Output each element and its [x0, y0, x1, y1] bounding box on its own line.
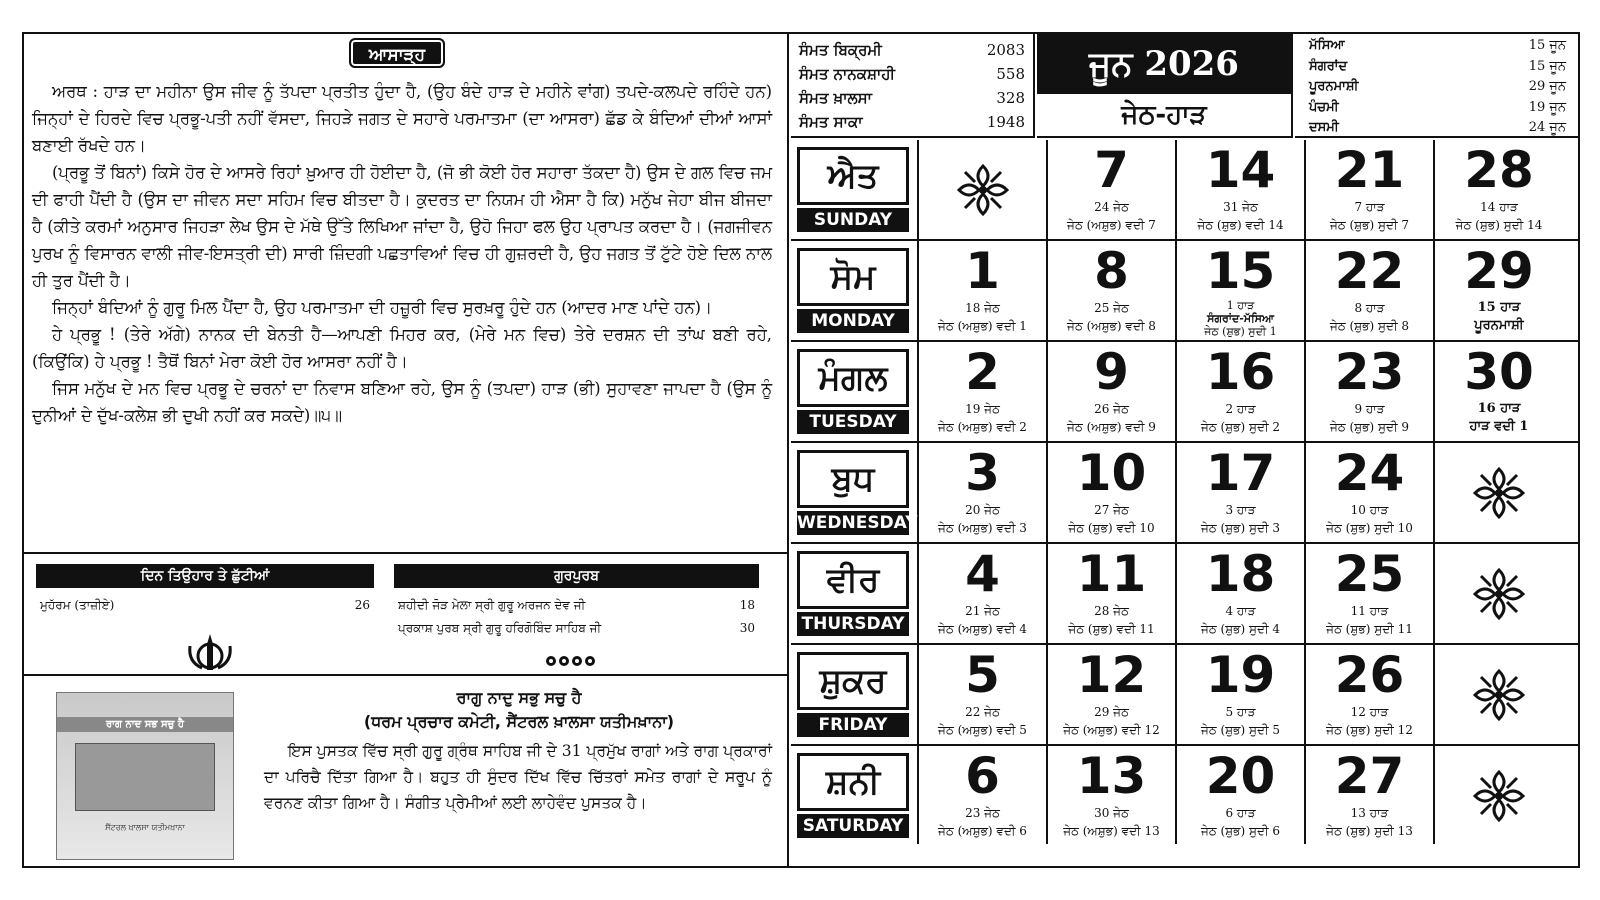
nanakshahi-date: 5 ਹਾੜ	[1225, 705, 1256, 719]
day-number: 17	[1205, 444, 1276, 502]
samat-value: 2083	[986, 41, 1025, 59]
nanakshahi-date: 29 ਜੇਠ	[1094, 705, 1129, 719]
tithi-row	[1309, 98, 1566, 119]
day-number: 7	[1094, 141, 1129, 199]
day-number: 4	[965, 545, 1000, 603]
day-number: 10	[1076, 444, 1147, 502]
weekday-english: SATURDAY	[797, 814, 909, 838]
day-cell	[919, 544, 1048, 643]
nanakshahi-date: 25 ਜੇਠ	[1094, 301, 1129, 315]
empty-day-cell	[1435, 544, 1563, 643]
weekday-punjabi: ਸ਼ਨੀ	[797, 753, 909, 811]
holidays-heading: ਦਿਨ ਤਿਉਹਾਰ ਤੇ ਛੁੱਟੀਆਂ	[36, 564, 374, 588]
month-title: ਜੂਨ 2026	[1037, 34, 1291, 94]
week-row	[791, 241, 1578, 342]
samat-label: ਸੰਮਤ ਬਿਕ੍ਰਮੀ	[799, 41, 882, 59]
day-cell	[1048, 241, 1177, 340]
day-cell	[1177, 241, 1306, 340]
lunar-date: ਜੇਠ (ਅਸ਼ੁਭ) ਵਦੀ 13	[1063, 824, 1160, 838]
hukam-paragraph: ਹੇ ਪ੍ਰਭੂ ! (ਤੇਰੇ ਅੱਗੇ) ਨਾਨਕ ਦੀ ਬੇਨਤੀ ਹੈ—ਆਪਣੀ ਮਿਹਰ ਕਰ, (ਮੇਰੇ ਮਨ ਵਿਚ) ਤੇਰੇ ਦਰਸ਼ਨ ਦੀ ਤਾਂਘ ਬਣੀ ਰਹੇ, (ਕਿਉਂਕਿ) ਹੇ ਪ੍ਰਭੂ ! ਤੈਥੋਂ ਬਿਨਾਂ ਮੇਰਾ ਕੋਈ ਹੋਰ ਆਸਰਾ ਨਹੀਂ ਹੈ।	[32, 325, 772, 371]
day-cell	[919, 645, 1048, 744]
day-number: 15	[1205, 242, 1276, 300]
weekday-punjabi: ਸੋਮ	[797, 248, 909, 306]
day-number: 12	[1076, 646, 1147, 704]
samat-value: 1948	[986, 113, 1025, 131]
tithi-value: 29 ਜੂਨ	[1528, 79, 1566, 94]
left-column	[24, 34, 789, 866]
weekday-punjabi: ਮੰਗਲ	[797, 349, 909, 407]
nanakshahi-date: 23 ਜੇਠ	[965, 806, 1000, 820]
flower-ornament-icon	[953, 160, 1013, 224]
gurpurab-day: 18	[739, 598, 755, 612]
day-cell	[1177, 443, 1306, 542]
nanakshahi-date: 31 ਜੇਠ	[1223, 200, 1258, 214]
holidays-box	[36, 564, 374, 613]
day-cell	[1177, 140, 1306, 239]
lunar-date: ਜੇਠ (ਸ਼ੁਭ) ਸੁਦੀ 7	[1329, 218, 1410, 232]
hukam-paragraph: ਜਿਸ ਮਨੁੱਖ ਦੇ ਮਨ ਵਿਚ ਪ੍ਰਭੂ ਦੇ ਚਰਨਾਂ ਦਾ ਨਿਵਾਸ ਬਣਿਆ ਰਹੇ, ਉਸ ਨੂੰ (ਤਪਦਾ) ਹਾੜ (ਭੀ) ਸੁਹਾਵਣਾ ਜਾਪਦਾ ਹੈ (ਉਸ ਨੂੰ ਦੁਨੀਆਂ ਦੇ ਦੁੱਖ-ਕਲੇਸ਼ ਭੀ ਦੁਖੀ ਨਹੀਂ ਕਰ ਸਕਦੇ)॥੫॥	[32, 379, 772, 425]
festivals-section	[24, 556, 787, 676]
gurpurab-name: ਸ਼ਹੀਦੀ ਜੋੜ ਮੇਲਾ ਸ੍ਰੀ ਗੁਰੂ ਅਰਜਨ ਦੇਵ ਜੀ	[398, 598, 586, 612]
day-number: 23	[1334, 343, 1405, 401]
day-number: 14	[1205, 141, 1276, 199]
tithi-value: 15 ਜੂਨ	[1528, 38, 1566, 53]
weekday-header	[791, 645, 919, 744]
weekday-english: TUESDAY	[797, 410, 909, 434]
hukam-paragraph: (ਪ੍ਰਭੂ ਤੋਂ ਬਿਨਾਂ) ਕਿਸੇ ਹੋਰ ਦੇ ਆਸਰੇ ਰਿਹਾਂ ਖ਼ੁਆਰ ਹੀ ਹੋਈਦਾ ਹੈ, (ਜੋ ਭੀ ਕੋਈ ਹੋਰ ਸਹਾਰਾ ਤੱਕਦਾ ਹੈ) ਉਸ ਦੇ ਗਲ ਵਿਚ ਜਮ ਦੀ ਫਾਹੀ ਪੈਂਦੀ ਹੈ (ਉਸ ਦਾ ਜੀਵਨ ਸਦਾ ਸਹਿਮ ਵਿਚ ਬੀਤਦਾ ਹੈ। ਕੁਦਰਤ ਦਾ ਨਿਯਮ ਹੀ ਐਸਾ ਹੈ ਕਿ) ਮਨੁੱਖ ਜੇਹਾ ਬੀਜ ਬੀਜਦਾ ਹੈ (ਕੀਤੇ ਕਰਮਾਂ ਅਨੁਸਾਰ ਜਿਹੜਾ ਲੇਖ ਉਸ ਦੇ ਮੱਥੇ ਉੱਤੇ ਲਿਖਿਆ ਜਾਂਦਾ ਹੈ, ਉਹੋ ਜਿਹਾ ਫਲ ਉਹ ਪ੍ਰਾਪਤ ਕਰਦਾ ਹੈ। (ਜਗਜੀਵਨ ਪੁਰਖ ਨੂੰ ਵਿਸਾਰਨ ਵਾਲੀ ਜੀਵ-ਇਸਤ੍ਰੀ ਦੀ) ਸਾਰੀ ਜ਼ਿੰਦਗੀ ਪਛਤਾਵਿਆਂ ਵਿਚ ਹੀ ਗੁਜ਼ਰਦੀ ਹੈ, ਉਹ ਜਗਤ ਤੋਂ ਟੁੱਟੇ ਹੋਏ ਦਿਲ ਨਾਲ ਹੀ ਤੁਰ ਪੈਂਦੀ ਹੈ।	[32, 163, 772, 290]
nanakshahi-date: 18 ਜੇਠ	[965, 301, 1000, 315]
samat-value: 328	[996, 89, 1025, 107]
day-number: 27	[1334, 747, 1405, 805]
day-number: 8	[1094, 242, 1129, 300]
book-cover-footer: ਸੈਂਟਰਲ ਖ਼ਾਲਸਾ ਯਤੀਮਖ਼ਾਨਾ	[105, 823, 185, 832]
day-cell	[1306, 544, 1435, 643]
day-number: 16	[1205, 343, 1276, 401]
day-number: 28	[1464, 141, 1534, 199]
holiday-item	[36, 598, 374, 613]
day-number: 19	[1205, 646, 1276, 704]
empty-day-cell	[1435, 746, 1563, 844]
samat-value: 558	[996, 65, 1025, 83]
weekday-english: MONDAY	[797, 309, 909, 333]
holiday-name: ਮੁਹੱਰਮ (ਤਾਜ਼ੀਏ)	[40, 598, 115, 612]
month-subtitle: ਜੇਠ-ਹਾੜ	[1121, 100, 1207, 130]
week-row	[791, 645, 1578, 746]
lunar-date: ਜੇਠ (ਸ਼ੁਭ) ਸੁਦੀ 3	[1200, 521, 1281, 535]
week-row	[791, 140, 1578, 241]
lunar-date: ਜੇਠ (ਸ਼ੁਭ) ਸੁਦੀ 2	[1200, 420, 1281, 434]
empty-day-cell	[919, 140, 1048, 239]
tithi-label: ਮੱਸਿਆ	[1309, 38, 1345, 53]
nanakshahi-date: 4 ਹਾੜ	[1225, 604, 1256, 618]
day-number: 29	[1464, 242, 1534, 300]
khanda-icon	[184, 632, 236, 672]
flower-ornament-icon	[544, 654, 604, 668]
lunar-date: ਜੇਠ (ਸ਼ੁਭ) ਸੁਦੀ 4	[1200, 622, 1281, 636]
weekday-header	[791, 342, 919, 441]
lunar-date: ਜੇਠ (ਅਸ਼ੁਭ) ਵਦੀ 12	[1063, 723, 1160, 737]
day-cell	[1306, 241, 1435, 340]
lunar-date: ਜੇਠ (ਸ਼ੁਭ) ਸੁਦੀ 1	[1204, 325, 1277, 338]
weekday-english: WEDNESDAY	[797, 513, 918, 533]
tithi-label: ਸੰਗਰਾਂਦ	[1309, 58, 1348, 74]
day-cell	[1306, 443, 1435, 542]
nanakshahi-date: 15 ਹਾੜ	[1477, 300, 1521, 315]
day-cell	[1048, 544, 1177, 643]
nanakshahi-date: 19 ਜੇਠ	[965, 402, 1000, 416]
lunar-date: ਪੂਰਨਮਾਸ਼ੀ	[1474, 318, 1524, 333]
tithi-label: ਪੂਰਨਮਾਸ਼ੀ	[1309, 79, 1359, 94]
gurpurab-item	[394, 621, 759, 636]
nanakshahi-date: 13 ਹਾੜ	[1350, 806, 1389, 820]
nanakshahi-date: 1 ਹਾੜ	[1226, 299, 1255, 312]
tithi-row	[1309, 36, 1566, 57]
lunar-date: ਜੇਠ (ਅਸ਼ੁਭ) ਵਦੀ 4	[938, 622, 1027, 636]
tithi-row	[1309, 118, 1566, 139]
day-number: 30	[1464, 343, 1534, 401]
week-row	[791, 746, 1578, 844]
lunar-date: ਜੇਠ (ਅਸ਼ੁਭ) ਵਦੀ 6	[938, 824, 1027, 838]
lunar-date: ਜੇਠ (ਅਸ਼ੁਭ) ਵਦੀ 1	[938, 319, 1027, 333]
day-cell	[1048, 645, 1177, 744]
calendar-grid	[791, 140, 1578, 844]
day-cell	[1306, 140, 1435, 239]
day-cell	[1306, 645, 1435, 744]
day-number: 9	[1094, 343, 1129, 401]
week-row	[791, 342, 1578, 443]
day-number: 1	[965, 242, 1000, 300]
samat-row	[799, 110, 1025, 134]
day-number: 22	[1334, 242, 1405, 300]
empty-day-cell	[1435, 645, 1563, 744]
week-row	[791, 443, 1578, 544]
nanakshahi-date: 7 ਹਾੜ	[1354, 200, 1385, 214]
weekday-english: FRIDAY	[797, 713, 909, 737]
nanakshahi-date: 10 ਹਾੜ	[1350, 503, 1389, 517]
gurpurab-day: 30	[739, 621, 755, 635]
samat-row	[799, 38, 1025, 62]
day-number: 13	[1076, 747, 1147, 805]
tithi-label: ਦਸਮੀ	[1309, 120, 1339, 135]
day-number: 6	[965, 747, 1000, 805]
weekday-header	[791, 746, 919, 844]
nanakshahi-date: 22 ਜੇਠ	[965, 705, 1000, 719]
gurpurab-box	[394, 564, 759, 636]
month-tag: ਆਸਾੜ੍ਹ	[349, 38, 445, 68]
nanakshahi-date: 9 ਹਾੜ	[1354, 402, 1385, 416]
weekday-header	[791, 443, 919, 542]
book-promo-section	[24, 678, 787, 866]
nanakshahi-date: 30 ਜੇਠ	[1094, 806, 1129, 820]
lunar-date: ਜੇਠ (ਸ਼ੁਭ) ਸੁਦੀ 8	[1329, 319, 1410, 333]
weekday-punjabi: ਸ਼ੁਕਰ	[797, 652, 909, 710]
day-cell	[919, 443, 1048, 542]
day-number: 3	[965, 444, 1000, 502]
nanakshahi-date: 26 ਜੇਠ	[1094, 402, 1129, 416]
day-cell	[1435, 342, 1563, 441]
samat-row	[799, 62, 1025, 86]
day-number: 24	[1334, 444, 1405, 502]
day-number: 20	[1205, 747, 1276, 805]
nanakshahi-date: 14 ਹਾੜ	[1480, 200, 1518, 214]
lunar-date: ਜੇਠ (ਸ਼ੁਭ) ਸੁਦੀ 12	[1326, 723, 1413, 737]
hukamnama-text	[32, 78, 772, 429]
day-cell	[919, 746, 1048, 844]
nanakshahi-date: 6 ਹਾੜ	[1225, 806, 1256, 820]
tithi-value: 19 ਜੂਨ	[1528, 99, 1566, 115]
book-cover-illustration	[75, 743, 215, 811]
lunar-date: ਜੇਠ (ਅਸ਼ੁਭ) ਵਦੀ 3	[938, 521, 1027, 535]
weekday-punjabi: ਵੀਰ	[797, 551, 909, 609]
day-number: 2	[965, 343, 1000, 401]
lunar-date: ਜੇਠ (ਸ਼ੁਭ) ਸੁਦੀ 14	[1455, 218, 1543, 232]
day-cell	[919, 342, 1048, 441]
book-publisher: (ਧਰਮ ਪ੍ਰਚਾਰ ਕਮੇਟੀ, ਸੈਂਟਰਲ ਖ਼ਾਲਸਾ ਯਤੀਮਖ਼ਾਨਾ)	[363, 712, 675, 731]
gurpurab-name: ਪ੍ਰਕਾਸ਼ ਪੁਰਬ ਸ੍ਰੀ ਗੁਰੂ ਹਰਿਗੋਬਿੰਦ ਸਾਹਿਬ ਜੀ	[398, 621, 602, 635]
empty-day-cell	[1435, 443, 1563, 542]
tithi-label: ਪੰਚਮੀ	[1309, 99, 1339, 115]
weekday-header	[791, 241, 919, 340]
book-name: ਰਾਗੁ ਨਾਦੁ ਸਭੁ ਸਚੁ ਹੈ	[456, 688, 582, 707]
nanakshahi-date: 28 ਜੇਠ	[1094, 604, 1129, 618]
calendar-page	[22, 32, 1580, 868]
nanakshahi-date: 24 ਜੇਠ	[1094, 200, 1129, 214]
lunar-date: ਜੇਠ (ਸ਼ੁਭ) ਸੁਦੀ 11	[1326, 622, 1413, 636]
lunar-date: ਜੇਠ (ਅਸ਼ੁਭ) ਵਦੀ 8	[1067, 319, 1156, 333]
nanakshahi-date: 27 ਜੇਠ	[1094, 503, 1129, 517]
lunar-date: ਜੇਠ (ਸ਼ੁਭ) ਸੁਦੀ 5	[1200, 723, 1281, 737]
samat-box	[791, 34, 1035, 138]
hukamnama-section	[24, 34, 787, 554]
tithi-box	[1295, 34, 1578, 138]
lunar-date: ਜੇਠ (ਸ਼ੁਭ) ਸੁਦੀ 13	[1326, 824, 1413, 838]
calendar-column	[791, 34, 1578, 866]
hukam-paragraph: ਅਰਥ : ਹਾੜ ਦਾ ਮਹੀਨਾ ਉਸ ਜੀਵ ਨੂੰ ਤੱਪਦਾ ਪ੍ਰਤੀਤ ਹੁੰਦਾ ਹੈ, (ਉਹ ਬੰਦੇ ਹਾੜ ਦੇ ਮਹੀਨੇ ਵਾਂਗ) ਤਪਦੇ-ਕਲਪਦੇ ਰਹਿੰਦੇ ਹਨ) ਜਿਨ੍ਹਾਂ ਦੇ ਹਿਰਦੇ ਵਿਚ ਪ੍ਰਭੂ-ਪਤੀ ਨਹੀਂ ਵੱਸਦਾ, ਜਿਹੜੇ ਜਗਤ ਦੇ ਸਹਾਰੇ ਪਰਮਾਤਮਾ (ਦਾ ਆਸਰਾ) ਛੱਡ ਕੇ ਬੰਦਿਆਂ ਦੀਆਂ ਆਸਾਂ ਬਣਾਈ ਰੱਖਦੇ ਹਨ।	[32, 82, 772, 155]
weekday-english: THURSDAY	[797, 612, 909, 636]
samat-row	[799, 86, 1025, 110]
gurpurab-item	[394, 598, 759, 613]
day-cell	[1048, 443, 1177, 542]
day-number: 21	[1334, 141, 1405, 199]
day-number: 18	[1205, 545, 1276, 603]
lunar-date: ਜੇਠ (ਸ਼ੁਭ) ਸੁਦੀ 9	[1329, 420, 1410, 434]
weekday-punjabi: ਐਤ	[797, 147, 909, 205]
tithi-value: 24 ਜੂਨ	[1528, 120, 1566, 135]
day-cell	[919, 241, 1048, 340]
lunar-date: ਜੇਠ (ਸ਼ੁਭ) ਵਦੀ 14	[1197, 218, 1284, 232]
lunar-date: ਜੇਠ (ਸ਼ੁਭ) ਸੁਦੀ 10	[1326, 521, 1413, 535]
gurpurab-heading: ਗੁਰਪੁਰਬ	[394, 564, 759, 588]
lunar-date: ਹਾੜ ਵਦੀ 1	[1469, 419, 1529, 434]
weekday-english: SUNDAY	[797, 208, 909, 232]
book-description: ਇਸ ਪੁਸਤਕ ਵਿੱਚ ਸ੍ਰੀ ਗੁਰੂ ਗ੍ਰੰਥ ਸਾਹਿਬ ਜੀ ਦੇ 31 ਪ੍ਰਮੁੱਖ ਰਾਗਾਂ ਅਤੇ ਰਾਗ ਪ੍ਰਕਾਰਾਂ ਦਾ ਪਰਿਚੈ ਦਿੱਤਾ ਗਿਆ ਹੈ। ਬਹੁਤ ਹੀ ਸੁੰਦਰ ਦਿੱਖ ਵਿੱਚ ਚਿੱਤਰਾਂ ਸਮੇਤ ਰਾਗਾਂ ਦੇ ਸਰੂਪ ਨੂੰ ਵਰਨਣ ਕੀਤਾ ਗਿਆ ਹੈ। ਸੰਗੀਤ ਪ੍ਰੇਮੀਆਂ ਲਈ ਲਾਹੇਵੰਦ ਪੁਸਤਕ ਹੈ।	[264, 742, 772, 812]
holiday-day: 26	[354, 598, 370, 612]
lunar-date: ਜੇਠ (ਅਸ਼ੁਭ) ਵਦੀ 5	[938, 723, 1027, 737]
day-cell	[1435, 140, 1563, 239]
flower-ornament-icon	[1469, 564, 1529, 628]
day-event: ਸੰਗਰਾਂਦ-ਮੱਸਿਆ	[1207, 312, 1274, 325]
day-cell	[1048, 140, 1177, 239]
day-cell	[1048, 342, 1177, 441]
weekday-header	[791, 140, 919, 239]
day-number: 5	[965, 646, 1000, 704]
samat-label: ਸੰਮਤ ਸਾਕਾ	[799, 113, 863, 131]
day-cell	[1435, 241, 1563, 340]
samat-label: ਸੰਮਤ ਖ਼ਾਲਸਾ	[799, 89, 872, 107]
day-cell	[1048, 746, 1177, 844]
nanakshahi-date: 3 ਹਾੜ	[1225, 503, 1256, 517]
nanakshahi-date: 11 ਹਾੜ	[1350, 604, 1389, 618]
flower-ornament-icon	[1469, 766, 1529, 830]
lunar-date: ਜੇਠ (ਅਸ਼ੁਭ) ਵਦੀ 2	[938, 420, 1027, 434]
week-row	[791, 544, 1578, 645]
day-cell	[1177, 342, 1306, 441]
day-number: 25	[1334, 545, 1405, 603]
day-number: 26	[1334, 646, 1405, 704]
nanakshahi-date: 8 ਹਾੜ	[1354, 301, 1385, 315]
nanakshahi-date: 21 ਜੇਠ	[965, 604, 1000, 618]
month-title-box	[1037, 34, 1293, 138]
weekday-punjabi: ਬੁਧ	[797, 450, 909, 508]
tithi-row	[1309, 77, 1566, 98]
tithi-row	[1309, 57, 1566, 78]
day-cell	[1177, 544, 1306, 643]
day-cell	[1177, 746, 1306, 844]
lunar-date: ਜੇਠ (ਸ਼ੁਭ) ਸੁਦੀ 6	[1200, 824, 1281, 838]
lunar-date: ਜੇਠ (ਅਸ਼ੁਭ) ਵਦੀ 9	[1067, 420, 1156, 434]
nanakshahi-date: 20 ਜੇਠ	[965, 503, 1000, 517]
flower-ornament-icon	[1469, 665, 1529, 729]
tithi-value: 15 ਜੂਨ	[1528, 58, 1566, 74]
samat-label: ਸੰਮਤ ਨਾਨਕਸ਼ਾਹੀ	[799, 65, 895, 83]
nanakshahi-date: 16 ਹਾੜ	[1477, 401, 1521, 416]
day-cell	[1177, 645, 1306, 744]
day-cell	[1306, 746, 1435, 844]
day-cell	[1306, 342, 1435, 441]
hukam-paragraph: ਜਿਨ੍ਹਾਂ ਬੰਦਿਆਂ ਨੂੰ ਗੁਰੂ ਮਿਲ ਪੈਂਦਾ ਹੈ, ਉਹ ਪਰਮਾਤਮਾ ਦੀ ਹਜ਼ੂਰੀ ਵਿਚ ਸੁਰਖ਼ਰੂ ਹੁੰਦੇ ਹਨ (ਆਦਰ ਮਾਣ ਪਾਂਦੇ ਹਨ)।	[52, 298, 713, 317]
nanakshahi-date: 2 ਹਾੜ	[1225, 402, 1256, 416]
book-cover-title: ਰਾਗ ਨਾਦ ਸਭ ਸਚੁ ਹੈ	[57, 717, 233, 732]
book-cover-image	[56, 692, 234, 860]
weekday-header	[791, 544, 919, 643]
nanakshahi-date: 12 ਹਾੜ	[1350, 705, 1389, 719]
lunar-date: ਜੇਠ (ਸ਼ੁਭ) ਵਦੀ 10	[1068, 521, 1155, 535]
lunar-date: ਜੇਠ (ਅਸ਼ੁਭ) ਵਦੀ 7	[1067, 218, 1156, 232]
day-number: 11	[1076, 545, 1147, 603]
flower-ornament-icon	[1469, 463, 1529, 527]
lunar-date: ਜੇਠ (ਸ਼ੁਭ) ਵਦੀ 11	[1068, 622, 1155, 636]
